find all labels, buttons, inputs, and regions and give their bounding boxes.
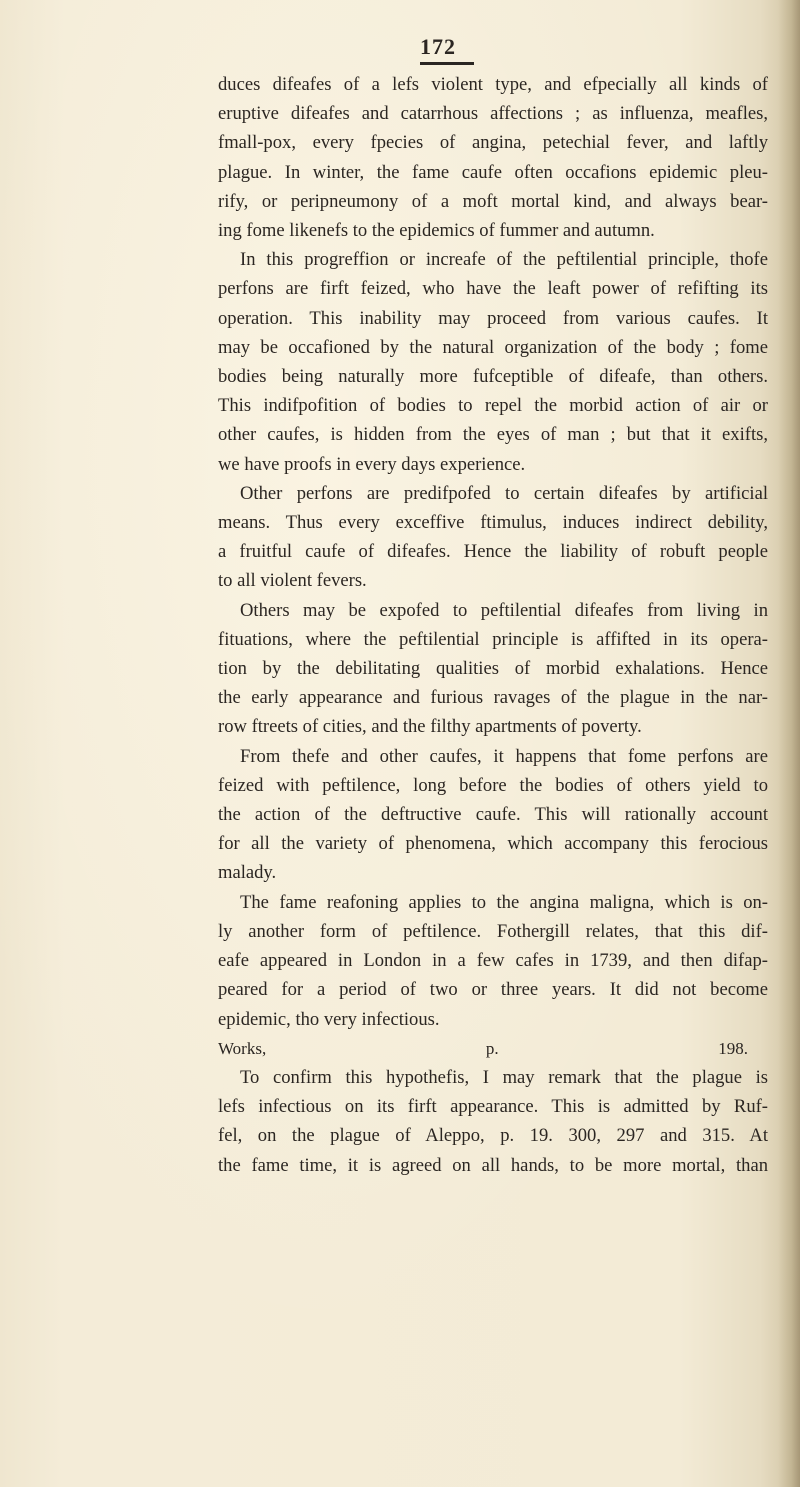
text-line: the action of the deftructive caufe. This will rationally account	[218, 804, 768, 826]
text-line: plague. In winter, the fame caufe often occafions epidemic pleu-	[218, 161, 768, 183]
text-line: malady.	[218, 862, 277, 884]
text-line: eruptive difeafes and catarrhous affections ; as influenza, meafles,	[218, 103, 768, 125]
text-line: feized with peftilence, long before the bodies of others yield to	[218, 774, 768, 796]
paragraph-7	[218, 1063, 768, 1180]
text-line: eafe appeared in London in a few cafes in 1739, and then difap-	[218, 950, 768, 972]
text-line: Other perfons are predifpofed to certain difeafes by artificial	[240, 482, 768, 504]
text-line: fel, on the plague of Aleppo, p. 19. 300, 297 and 315. At	[218, 1125, 768, 1147]
text-line: other caufes, is hidden from the eyes of man ; but that it exifts,	[218, 424, 768, 446]
text-line: bodies being naturally more fufceptible of difeafe, than others.	[218, 366, 768, 388]
text-line: the early appearance and furious ravages of the plague in the nar-	[218, 687, 768, 709]
text-line: ing fome likenefs to the epidemics of fummer and autumn.	[218, 220, 655, 242]
text-line: Others may be expofed to peftilential difeafes from living in	[240, 599, 768, 621]
header-rule	[420, 62, 474, 65]
text-line: operation. This inability may proceed from various caufes. It	[218, 307, 768, 329]
text-line: means. Thus every exceffive ftimulus, induces indirect debility,	[218, 512, 768, 534]
paragraph-5	[218, 742, 768, 888]
text-line: peared for a period of two or three years. It did not become	[218, 979, 768, 1001]
text-line: perfons are firft feized, who have the leaft power of refifting its	[218, 278, 768, 300]
paragraph-1	[218, 70, 768, 245]
page-number: 172	[420, 34, 456, 59]
paragraph-3	[218, 479, 768, 596]
text-line: rify, or peripneumony of a moft mortal kind, and always bear-	[218, 190, 768, 212]
text-line: This indifpofition of bodies to repel the morbid action of air or	[218, 395, 768, 417]
text-line: In this progreffion or increafe of the peftilential principle, thofe	[240, 249, 768, 271]
text-line: fituations, where the peftilential principle is affifted in its opera-	[218, 628, 768, 650]
text-line: row ftreets of cities, and the filthy apartments of poverty.	[218, 716, 642, 738]
text-line: fmall-pox, every fpecies of angina, petechial fever, and laftly	[218, 132, 768, 154]
text-line: the fame time, it is agreed on all hands, to be more mortal, than	[218, 1154, 768, 1176]
text-line: tion by the debilitating qualities of morbid exhalations. Hence	[218, 658, 768, 680]
text-line: we have proofs in every days experience.	[218, 453, 526, 475]
text-line: a fruitful caufe of difeafes. Hence the liability of robuft people	[218, 541, 768, 563]
text-line: may be occafioned by the natural organization of the body ; fome	[218, 336, 768, 358]
text-line: From thefe and other caufes, it happens that fome perfons are	[240, 745, 768, 767]
body-text	[218, 70, 768, 1180]
paragraph-4	[218, 596, 768, 742]
text-line: epidemic, tho very infectious.	[218, 1008, 440, 1030]
text-line: duces difeafes of a lefs violent type, and efpecially all kinds of	[218, 74, 768, 95]
citation: Works, p. 198.	[218, 1038, 748, 1058]
text-line: lefs infectious on its firft appearance. This is admitted by Ruf-	[218, 1096, 768, 1118]
text-line: To confirm this hypothefis, I may remark that the plague is	[240, 1066, 768, 1088]
text-line: The fame reafoning applies to the angina maligna, which is on-	[240, 891, 768, 913]
paragraph-6	[218, 888, 768, 1063]
text-line: to all violent fevers.	[218, 570, 367, 592]
text-line: for all the variety of phenomena, which accompany this ferocious	[218, 833, 768, 855]
page-edge-shadow	[778, 0, 800, 1487]
text-line: ly another form of peftilence. Fothergill relates, that this dif-	[218, 920, 768, 942]
paragraph-2	[218, 245, 768, 479]
